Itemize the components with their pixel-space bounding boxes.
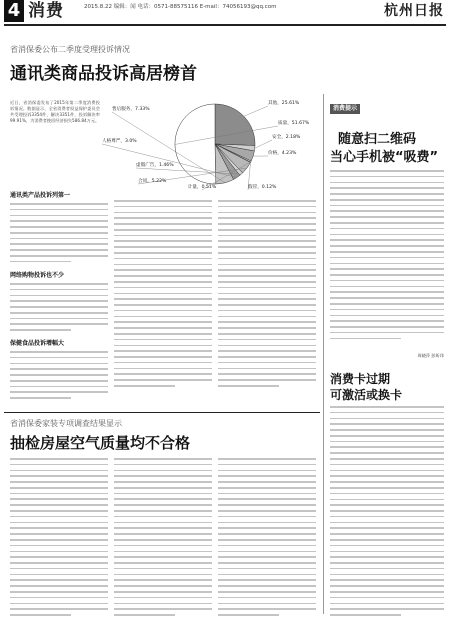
text-block [330,170,444,352]
pie-leader-line [255,140,272,148]
bottom-story-rule [4,412,320,413]
hint-label: 消费提示 [330,104,360,114]
lead-intro: 近日，省消保委发布了2015年第二季度消费投诉情况。数据显示，全省消费者权益保护委员会共受理投诉3354件，解决3351件，投诉解决率99.91%，为消费者挽回经济损失586.84万元。 [10,100,100,123]
lead-kicker: 省消保委公布二季度受理投诉情况 [10,45,130,54]
text-block [114,458,212,634]
section-title: 消费 [28,1,64,21]
text-block [114,200,212,400]
hint-subhead-2: 可激活或换卡 [330,388,403,402]
pie-label-虚假广告: 虚假广告，1.46% [136,163,174,168]
page-header [0,0,450,22]
subhead-health-food: 保健食品投诉增幅大 [10,340,65,347]
pie-label-其他: 其他，25.61% [268,101,300,106]
text-block [10,283,108,338]
pie-label-安全: 安全，2.18% [272,135,301,140]
pie-label-假冒: 假冒，0.12% [248,185,277,190]
pie-leader-line [244,106,268,116]
header-rule [4,24,446,26]
pie-label-价格: 价格，4.23% [268,151,297,156]
text-block [330,406,444,632]
bottom-kicker: 省消保委家装专项调查结果显示 [10,419,122,428]
hint-headline-2: 当心手机被“吸费” [330,150,439,165]
pie-label-质量: 质量，51.67% [278,121,310,126]
date-line: 2015.8.22 编辑：闻 电话：0571-88575116 E-mail：74056193@qq.com [84,4,277,10]
pie-label-计量: 计量，0.51% [187,185,217,190]
complaint-pie-chart [100,96,315,192]
pie-slice-其他 [215,104,255,146]
pie-label-售后服务: 售后服务，7.33% [112,107,150,112]
text-block [218,200,316,400]
pie-slice-质量 [175,104,216,184]
text-block [218,458,316,634]
bottom-headline: 抽检房屋空气质量均不合格 [10,434,191,452]
text-block [10,203,108,271]
column-divider [323,94,324,614]
subhead-online-shopping: 网络购物投诉也不少 [10,272,65,279]
hint-headline-1: 随意扫二维码 [338,132,417,147]
hint-subhead-1: 消费卡过期 [330,372,391,386]
hint-byline: 周晓萍 彭昕玮 [417,353,444,358]
pie-label-人格尊严: 人格尊严，3.0% [102,139,137,144]
text-block [10,351,108,403]
lead-headline: 通讯类商品投诉高居榜首 [10,64,197,84]
page-number: 4 [4,0,24,22]
subhead-telecom: 通讯类产品投诉列第一 [10,192,71,199]
masthead-logo: 杭州日报 [384,3,444,19]
text-block [10,458,108,634]
pie-label-合同: 合同，5.22% [138,179,167,184]
